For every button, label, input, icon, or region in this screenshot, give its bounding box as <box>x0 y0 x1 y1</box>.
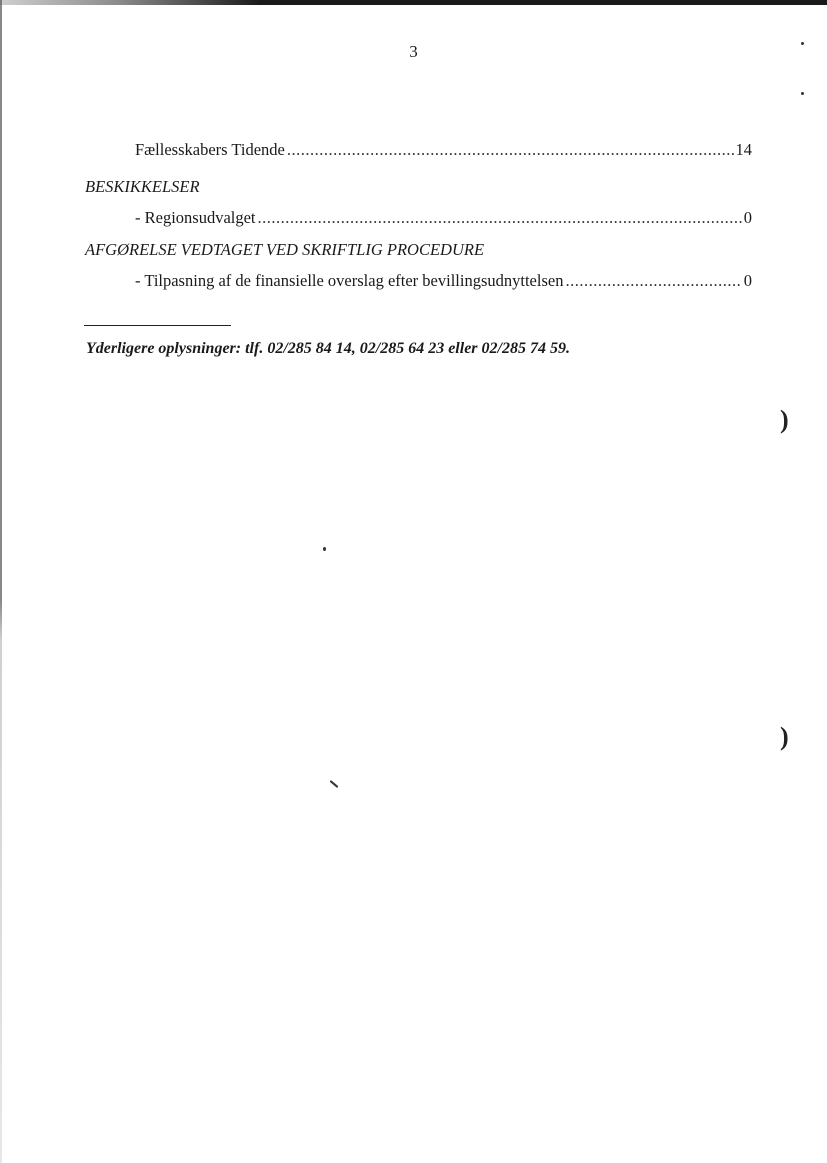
scan-speck <box>330 780 339 788</box>
contact-info: Yderligere oplysninger: tlf. 02/285 84 14, 02/285 64 23 eller 02/285 74 59. <box>86 340 570 357</box>
toc-leader-dots <box>565 271 741 291</box>
toc-entry-label: - Tilpasning af de finansielle overslag efter bevillingsudnyttelsen <box>135 271 564 290</box>
toc-entry-page: 0 <box>743 208 752 227</box>
binder-hole-mark: ) <box>780 405 789 434</box>
footnote-rule <box>84 325 231 326</box>
scan-speck <box>323 547 326 551</box>
toc-leader-dots <box>287 140 734 160</box>
toc-entry-label: - Regionsudvalget <box>135 208 256 227</box>
toc-entry-page: 0 <box>743 271 752 290</box>
toc-entry <box>135 271 752 291</box>
section-heading: BESKIKKELSER <box>85 177 200 196</box>
toc-entry <box>135 140 752 160</box>
section-heading: AFGØRELSE VEDTAGET VED SKRIFTLIG PROCEDURE <box>85 240 485 259</box>
scan-left-edge <box>0 0 2 1163</box>
scan-top-border <box>0 0 827 5</box>
toc-entry-page: 14 <box>735 140 752 159</box>
binder-hole-mark: ) <box>780 722 789 751</box>
scan-speck <box>801 92 804 95</box>
toc-entry <box>135 208 752 228</box>
scan-speck <box>801 42 804 45</box>
toc-entry-label: Fællesskabers Tidende <box>135 140 285 159</box>
page-number: 3 <box>409 42 418 61</box>
toc-leader-dots <box>258 208 742 228</box>
